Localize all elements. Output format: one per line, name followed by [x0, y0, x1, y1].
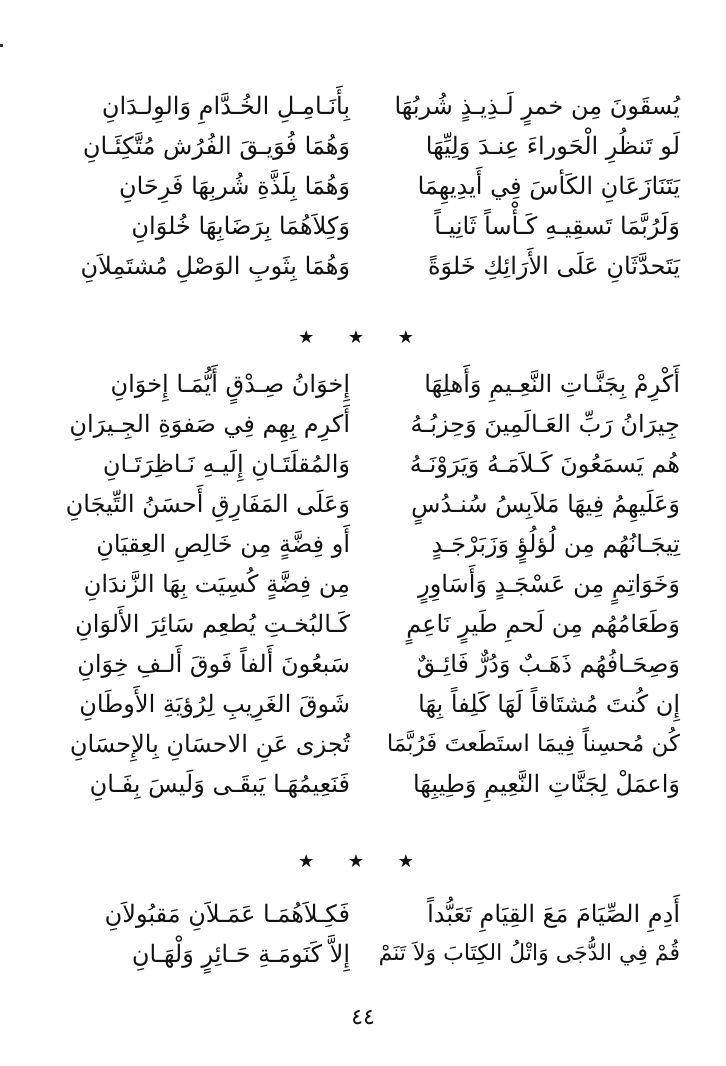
- stanza-separator-stars: ★ ★ ★: [298, 327, 428, 348]
- verse: [60, 764, 680, 804]
- verse: [60, 894, 680, 934]
- stanza-3: [60, 894, 680, 974]
- verse-second-hemistich: وَكِلاَهُمَا بِرَضَابِهَا خُلوَانِ: [131, 212, 350, 240]
- verse-second-hemistich: فَكِـلاَهُمَـا عَمَـلاَنِ مَقبُولاَنِ: [104, 900, 350, 928]
- verse-first-hemistich: كُن مُحسِناً فِيمَا استَطَعتَ فَرُبَّمَا: [386, 731, 680, 757]
- verse-first-hemistich: وَاعمَلْ لِجَنَّاتِ النَّعِيمِ وَطِيبِهَا: [412, 770, 680, 798]
- verse-second-hemistich: كَـالبُخـتِ يُطعِم سَائِرَ الأَلوَانِ: [75, 610, 350, 638]
- verse: [60, 166, 680, 206]
- verse-first-hemistich: أَكْرِمْ بِجَنَّـاتِ النَّعِـيمِ وَأَهلِهَا: [424, 370, 680, 398]
- verse: [60, 604, 680, 644]
- verse: [60, 524, 680, 564]
- verse: [60, 564, 680, 604]
- verse-first-hemistich: وَصِحَـافُهُم ذَهَـبٌ وَدُرٌّ فَائِـقٌ: [416, 650, 680, 678]
- verse-first-hemistich: يَتَنَازَعَانِ الكَأسَ فِي أَيدِيهِمَا: [417, 172, 680, 200]
- verse-second-hemistich: وَهُمَا فُوَيـقَ الفُرُش مُتَّكِئَـانِ: [82, 132, 350, 160]
- verse-first-hemistich: وَعَلَيهِمُ فِيهَا مَلاَبِسُ سُنـدُسٍ: [411, 490, 680, 518]
- verse-first-hemistich: هُم يَسمَعُونَ كَـلاَمَـهُ وَيَرَوْنَـهُ: [409, 450, 680, 478]
- verse-second-hemistich: أَو فِضَّةٍ مِن خَالِصِ العِقيَانِ: [96, 530, 350, 558]
- verse-second-hemistich: وَهُمَا بِلَذَّةِ شُربِهَا فَرِحَانِ: [118, 172, 350, 200]
- verse: [60, 206, 680, 246]
- verse-second-hemistich: فَنَعِيمُهَـا يَبقَـى وَلَيسَ بِفَـانِ: [89, 770, 350, 798]
- verse-first-hemistich: قُمْ فِي الدُّجَى وَاتْلُ الكِتَابَ وَلاَ تَنَمْ: [378, 941, 680, 966]
- verse-second-hemistich: مِن فِضَّةٍ كُسِيَت بِهَا الزَّندَانِ: [83, 570, 350, 598]
- verse-second-hemistich: وَعَلَى المَفَارِقِ أَحسَنُ التِّيجَانِ: [65, 490, 350, 518]
- verse-first-hemistich: لَو تَنظُرِ الْحَوراءَ عِنـدَ وَلِيِّهَا: [425, 132, 680, 160]
- verse-first-hemistich: تِيجَـانُهُم مِن لُؤلُؤٍ وَزَبَرْجَـدٍ: [431, 530, 680, 558]
- stanza-2: [60, 364, 680, 804]
- verse-second-hemistich: أَكرِم بِهِم فِي صَفوَةِ الجِـيرَانِ: [69, 410, 350, 438]
- verse-second-hemistich: تُجزى عَنِ الاحسَانِ بِالإِحسَانِ: [69, 730, 350, 758]
- verse: [60, 404, 680, 444]
- stanza-separator-stars: ★ ★ ★: [298, 851, 428, 872]
- verse-first-hemistich: جِيرَانُ رَبِّ العَـالَمِينَ وَحِزبُـهُ: [410, 410, 680, 438]
- verse: [60, 444, 680, 484]
- verse-second-hemistich: وَالمُقلَتَـانِ إِلَيـهِ نَـاظِرَتَـانِ: [102, 450, 350, 478]
- stanza-1: [60, 86, 680, 286]
- verse: [60, 246, 680, 286]
- verse-second-hemistich: بِأَنَـامِـلِ الخُـدَّامِ وَالوِلـدَانِ: [101, 92, 350, 120]
- verse-second-hemistich: وَهُمَا بِثَوبِ الوَصْلِ مُشتَمِلاَنِ: [80, 252, 350, 280]
- verse-first-hemistich: وَلَرُبَّمَا تَسقِيـهِ كَـأْساً ثَانِيـاً: [434, 212, 680, 240]
- verse: [60, 724, 680, 764]
- verse-first-hemistich: إِن كُنتَ مُشتَاقاً لَهَا كَلِفاً بِهَا: [418, 690, 680, 718]
- verse-first-hemistich: أَدِمِ الصِّيَامَ مَعَ القِيَامِ تَعَبُّداً: [427, 900, 680, 928]
- verse-first-hemistich: يَتَحدَّثَانِ عَلَى الأَرَائِكِ خَلوَةً: [427, 252, 680, 280]
- verse: [60, 934, 680, 974]
- scan-margin-mark: [0, 44, 3, 47]
- verse-second-hemistich: إِخوَانُ صِـدْقٍ أَيُّمَـا إِخوَانِ: [110, 370, 350, 398]
- verse-second-hemistich: سَبعُونَ أَلفاً فَوقَ أَلـفِ خِوَانِ: [77, 650, 350, 678]
- verse: [60, 484, 680, 524]
- verse-second-hemistich: شَوقَ الغَرِيبِ لِرُؤيَةِ الأَوطَانِ: [79, 690, 350, 718]
- verse: [60, 644, 680, 684]
- verse-first-hemistich: وَخَوَاتِمٍ مِن عَسْجَـدٍ وَأَسَاوِرٍ: [418, 570, 680, 598]
- verse-second-hemistich: إِلاَّ كَنَومَـةِ حَـائِرٍ وَلْهَـانِ: [131, 940, 350, 968]
- verse-first-hemistich: يُسقَونَ مِن خمرٍ لَـذِيـذٍ شُربُهَا: [394, 92, 680, 120]
- verse: [60, 126, 680, 166]
- verse: [60, 684, 680, 724]
- page-number: ٤٤: [351, 1005, 375, 1030]
- verse: [60, 86, 680, 126]
- verse-first-hemistich: وَطَعَامُهُم مِن لَحمِ طَيرٍ نَاعِمٍ: [406, 610, 680, 638]
- verse: [60, 364, 680, 404]
